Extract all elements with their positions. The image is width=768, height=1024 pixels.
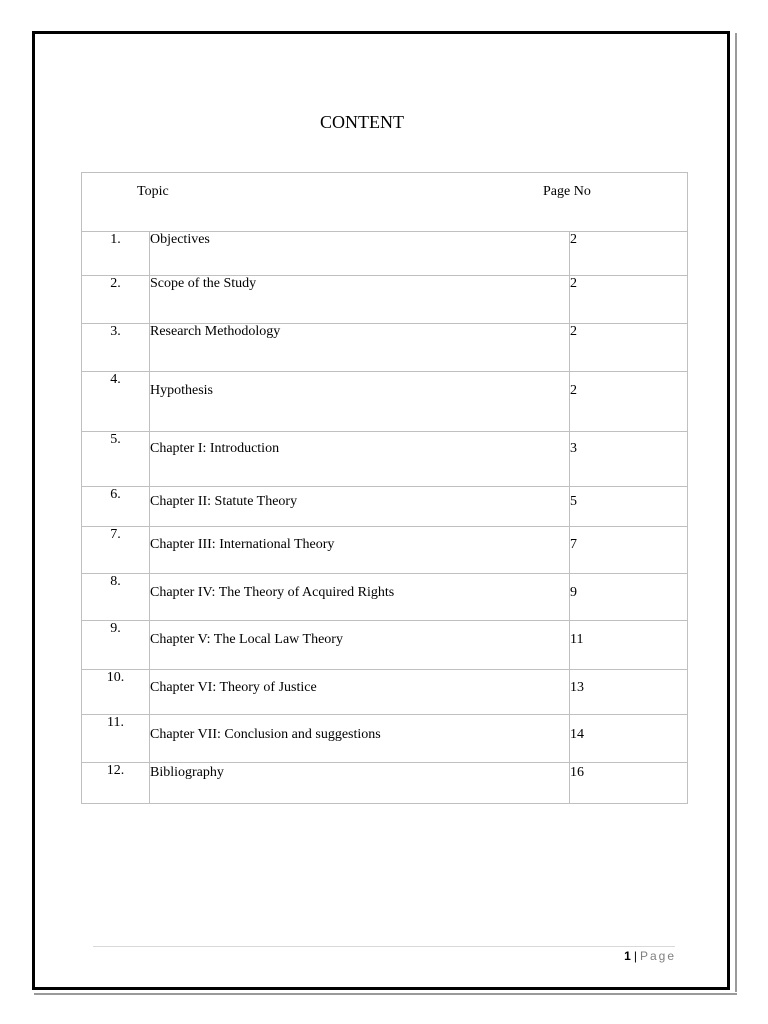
row-number: 2. [82,276,150,324]
row-number: 11. [82,715,150,763]
page-border-shadow-right [735,33,737,992]
row-page: 5 [570,487,688,527]
row-number: 3. [82,324,150,372]
row-page: 2 [570,276,688,324]
row-number: 7. [82,527,150,574]
footer-page-number: 1 [624,949,631,963]
row-topic: Hypothesis [150,372,570,432]
table-row [82,432,688,487]
row-topic: Scope of the Study [150,276,570,324]
row-topic: Chapter I: Introduction [150,432,570,487]
row-topic: Chapter V: The Local Law Theory [150,621,570,670]
row-topic: Chapter III: International Theory [150,527,570,574]
table-header-cell [82,173,688,232]
table-row [82,276,688,324]
row-page: 7 [570,527,688,574]
row-number: 12. [82,763,150,804]
row-page: 14 [570,715,688,763]
row-page: 2 [570,372,688,432]
row-page: 9 [570,574,688,621]
row-page: 2 [570,232,688,276]
topic-column-header: Topic [137,184,169,199]
row-topic: Research Methodology [150,324,570,372]
row-page: 2 [570,324,688,372]
page-no-column-header: Page No [543,184,591,199]
footer-divider [93,946,675,947]
row-topic: Chapter II: Statute Theory [150,487,570,527]
table-row [82,372,688,432]
row-number: 9. [82,621,150,670]
row-topic: Chapter VII: Conclusion and suggestions [150,715,570,763]
table-row [82,232,688,276]
table-row [82,670,688,715]
page-footer [600,949,676,963]
page-border-shadow-bottom [34,993,737,995]
table-row [82,763,688,804]
row-topic: Objectives [150,232,570,276]
row-page: 13 [570,670,688,715]
row-topic: Chapter IV: The Theory of Acquired Rights [150,574,570,621]
row-number: 8. [82,574,150,621]
row-number: 6. [82,487,150,527]
row-topic: Bibliography [150,763,570,804]
row-number: 10. [82,670,150,715]
table-row [82,574,688,621]
table-row [82,527,688,574]
contents-table [81,172,688,804]
footer-separator: | [633,949,637,963]
table-row [82,324,688,372]
page-title: CONTENT [320,112,404,132]
table-row [82,621,688,670]
table-header-row [82,173,688,232]
row-page: 16 [570,763,688,804]
row-number: 1. [82,232,150,276]
footer-page-word: Page [639,949,676,963]
row-page: 11 [570,621,688,670]
row-number: 4. [82,372,150,432]
row-page: 3 [570,432,688,487]
table-row [82,715,688,763]
row-number: 5. [82,432,150,487]
row-topic: Chapter VI: Theory of Justice [150,670,570,715]
table-row [82,487,688,527]
